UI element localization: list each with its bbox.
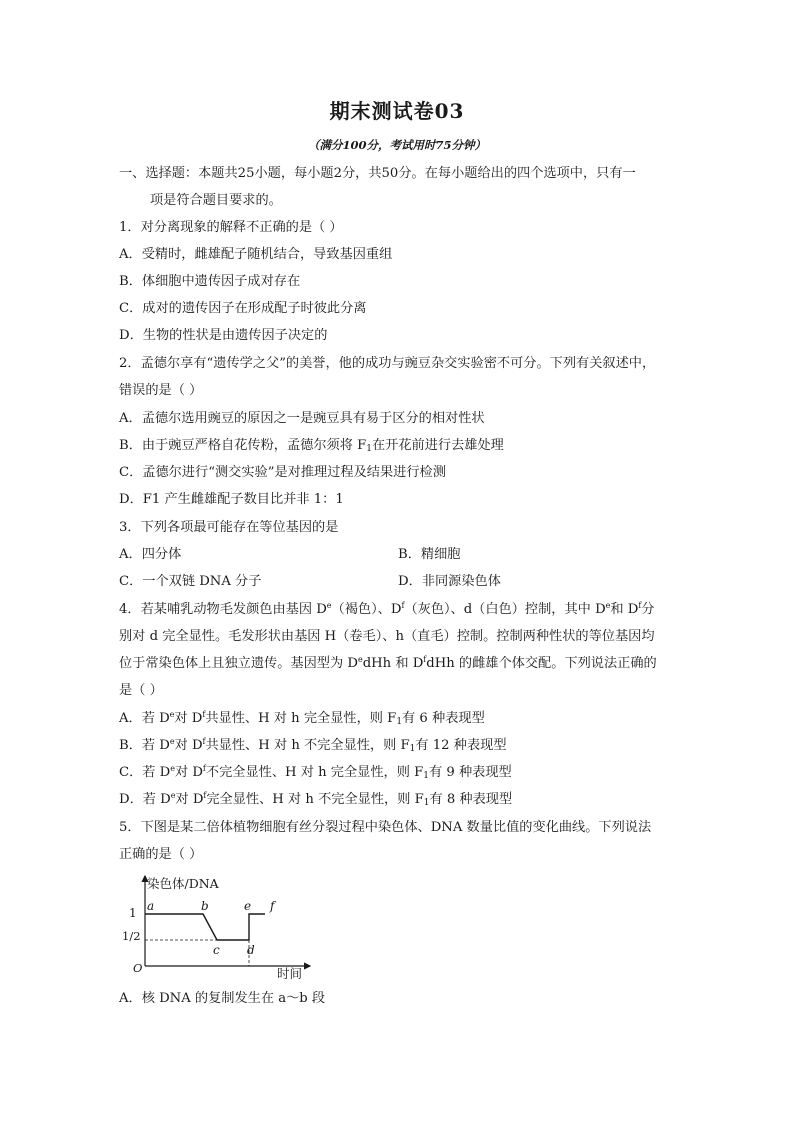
q2-stem-line1: 2．孟德尔享有“遗传学之父”的美誉，他的成功与豌豆杂交实验密不可分。下列有关叙述中， — [119, 356, 656, 371]
q4-stem-line1: 4．若某哺乳动物毛发颜色由基因 De（褐色）、$D^f$（灰色）、d（白色）控制，其中 De和 $D^f$分 — [119, 601, 655, 617]
q4-stem-line2: 别对 d 完全显性。毛发形状由基因 H（卷毛）、h（直毛）控制。控制两种性状的等位基因均 — [119, 629, 655, 644]
q2-stem-line2: 错误的是（ ） — [119, 383, 203, 398]
q1-option-c: C．成对的遗传因子在形成配子时彼此分离 — [119, 301, 367, 316]
q2-option-d: D．F1 产生雌雄配子数目比并非 1：1 — [119, 492, 344, 507]
point-label-a: a — [147, 899, 155, 913]
chart-x-label: 时间 — [277, 966, 303, 981]
q3-option-c: C．一个双链 DNA 分子 — [119, 574, 262, 589]
page-title: 期末测试卷03 — [329, 99, 465, 123]
q4-option-d: D．若 De对 $D^f$完全显性、H 对 h 不完全显性，则 $F_1$有 8 种表现型 — [119, 791, 513, 808]
q3-option-b: B．精细胞 — [398, 547, 461, 562]
point-label-f: f — [270, 899, 275, 913]
q4-option-a: A．若 De对 $D^f$共显性、H 对 h 完全显性，则 $F_1$有 6 种表现型 — [119, 710, 485, 727]
chromosome-dna-ratio-chart — [122, 868, 325, 983]
q1-option-a: A．受精时，雌雄配子随机结合，导致基因重组 — [119, 247, 393, 262]
q5-stem-line2: 正确的是（ ） — [119, 847, 203, 862]
q4-stem-line4: 是（ ） — [119, 683, 163, 698]
y-tick-1: 1 — [129, 906, 137, 920]
point-label-d: d — [247, 943, 255, 957]
chart-y-label: 染色体/DNA — [147, 876, 219, 891]
q3-option-d: D．非同源染色体 — [398, 574, 501, 589]
point-label-c: c — [213, 943, 220, 957]
point-label-e: e — [244, 899, 252, 913]
section-instructions-line1: 一、选择题：本题共25小题，每小题2分，共50分。在每小题给出的四个选项中，只有一 — [119, 166, 636, 181]
q4-option-b: B．若 De对 $D^f$共显性、H 对 h 不完全显性，则 $F_1$有 12 种表现型 — [119, 737, 507, 754]
q1-stem: 1．对分离现象的解释不正确的是（ ） — [119, 220, 343, 235]
section-instructions-line2: 项是符合题目要求的。 — [150, 193, 282, 208]
ratio-curve — [145, 914, 265, 940]
q4-option-c: C．若 De对 $D^f$不完全显性、H 对 h 完全显性，则 $F_1$有 9 种表现型 — [119, 764, 512, 781]
q3-stem: 3．下列各项最可能存在等位基因的是 — [119, 520, 339, 535]
q1-option-b: B．体细胞中遗传因子成对存在 — [119, 274, 301, 289]
q2-option-c: C．孟德尔进行“测交实验”是对推理过程及结果进行检测 — [119, 465, 446, 480]
q5-option-a: A．核 DNA 的复制发生在 a～b 段 — [119, 991, 326, 1006]
point-label-b: b — [201, 899, 209, 913]
q2-option-a: A．孟德尔选用豌豆的原因之一是豌豆具有易于区分的相对性状 — [119, 411, 485, 426]
q2-option-b: B．由于豌豆严格自花传粉，孟德尔须将 $F_1$在开花前进行去雄处理 — [119, 438, 504, 454]
y-tick-half: 1/2 — [122, 929, 141, 943]
q3-option-a: A．四分体 — [119, 547, 182, 562]
q5-stem-line1: 5．下图是某二倍体植物细胞有丝分裂过程中染色体、DNA 数量比值的变化曲线。下列说法 — [119, 820, 652, 835]
page-subtitle: （满分100分，考试用时75分钟） — [307, 138, 486, 152]
chart-origin-label: O — [133, 961, 143, 975]
q1-option-d: D．生物的性状是由遗传因子决定的 — [119, 328, 328, 343]
q4-stem-line3: 位于常染色体上且独立遗传。基因型为 DedHh 和 $D^fdHh$ 的雌雄个体交配。下列说法正确的 — [119, 655, 657, 671]
